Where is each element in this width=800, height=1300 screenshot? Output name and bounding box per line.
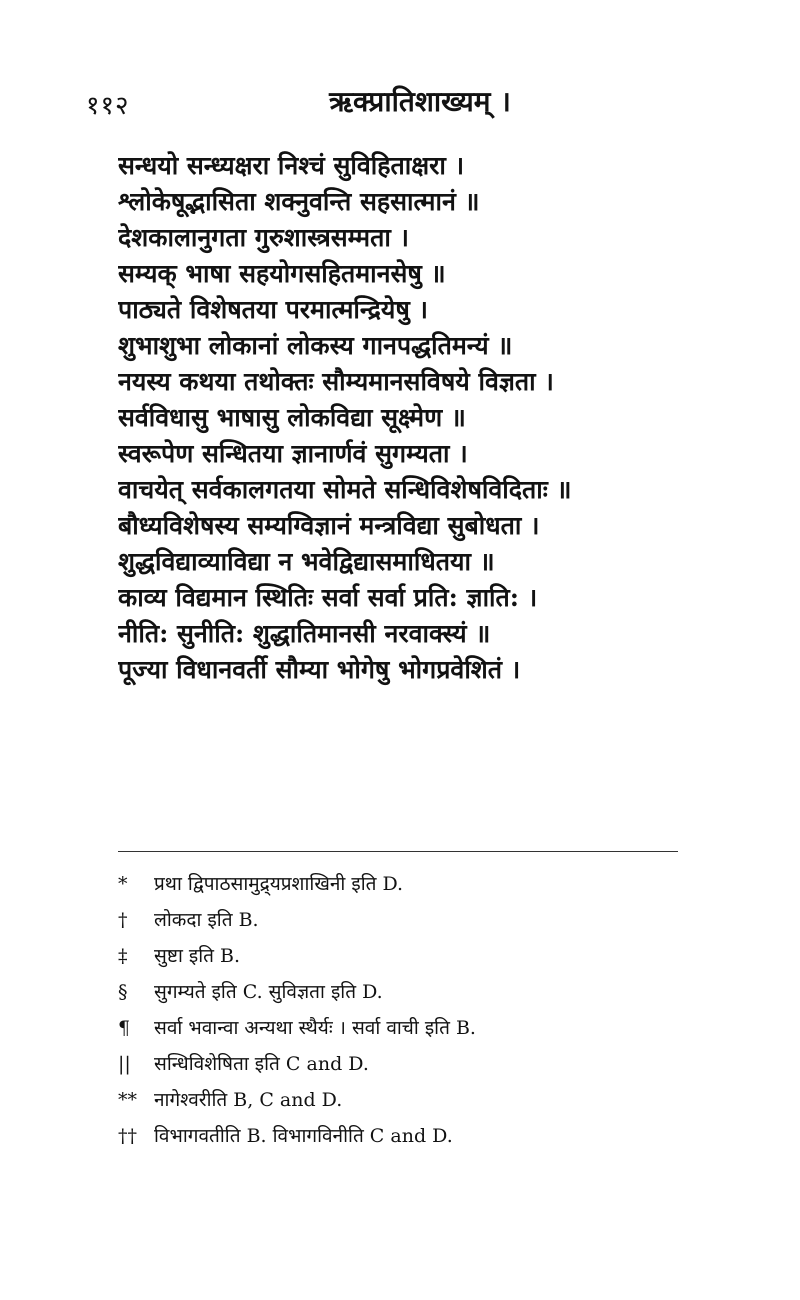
verse-line: देशकालानुगता गुरुशास्त्रसम्मता । (118, 223, 410, 252)
footnotes (118, 866, 678, 1154)
verse-line: शुद्धविद्याव्याविद्या न भवेद्विद्यासमाधितया ॥ (118, 547, 495, 576)
footnote-mark: ¶ (118, 1017, 131, 1039)
verse-line: बौध्यविशेषस्य सम्यग्विज्ञानं मन्त्रविद्या सुबोधता । (118, 511, 540, 540)
footnote (118, 1010, 678, 1046)
footnote (118, 1118, 678, 1154)
footnote-text: लोकदा इति B. (154, 909, 259, 931)
footnote-text: प्रथा द्विपाठसामुद्र्यप्रशाखिनी इति D. (154, 873, 404, 895)
footnote-mark: || (118, 1053, 131, 1075)
footnote-text: सुगम्यते इति C. सुविज्ञता इति D. (154, 981, 383, 1003)
verse-line: पाठ्यते विशेषतया परमात्मन्द्रियेषु । (118, 295, 429, 324)
footnote-text: विभागवतीति B. विभागविनीति C and D. (154, 1125, 453, 1147)
verse-line: काव्य विद्यमान स्थितिः सर्वा सर्वा प्रति: ज्ञाति: । (118, 583, 538, 612)
running-head: ऋक्प्रातिशाख्यम् । (329, 85, 511, 118)
footnote (118, 974, 678, 1010)
verse-block (118, 148, 678, 688)
verse-line: सन्धयो सन्ध्यक्षरा निश्चं सुविहिताक्षरा । (118, 151, 465, 180)
verse-line: पूज्या विधानवर्ती सौम्या भोगेषु भोगप्रवेशितं । (118, 655, 521, 684)
footnote (118, 866, 678, 902)
footnote-text: सर्वा भवान्वा अन्यथा स्थैर्यः । सर्वा वाची इति B. (154, 1017, 476, 1039)
footnote (118, 1046, 678, 1082)
footnote-mark: ‡ (118, 945, 128, 967)
footnote-text: सन्धिविशेषिता इति C and D. (154, 1053, 369, 1075)
footnote-mark: * (118, 873, 128, 895)
footnote-text: नागेश्वरीति B, C and D. (154, 1089, 343, 1111)
page-number: ११२ (86, 91, 130, 121)
verse-line: शुभाशुभा लोकानां लोकस्य गानपद्धतिमन्यं ॥ (118, 331, 513, 360)
footnote-mark: § (118, 981, 128, 1003)
verse-line: स्वरूपेण सन्धितया ज्ञानार्णवं सुगम्यता । (118, 439, 468, 468)
footnote-mark: † (118, 909, 128, 931)
footnote (118, 1082, 678, 1118)
verse-line: नीति: सुनीति: शुद्धातिमानसी नरवाक्स्यं ॥ (118, 619, 491, 648)
footnote-mark: ** (118, 1089, 137, 1111)
verse-line: सम्यक् भाषा सहयोगसहितमानसेषु ॥ (118, 259, 446, 288)
verse-line: श्लोकेषूद्भासिता शक्नुवन्ति सहसात्मानं ॥ (118, 187, 480, 216)
verse-line: नयस्य कथया तथोक्तः सौम्यमानसविषये विज्ञता । (118, 367, 554, 396)
verse-line: सर्वविधासु भाषासु लोकविद्या सूक्ष्मेण ॥ (118, 403, 466, 432)
verse-line: वाचयेत् सर्वकालगतया सोमते सन्धिविशेषविदिताः ॥ (118, 475, 572, 504)
footnote-mark: †† (118, 1125, 137, 1147)
footnote-text: सुष्टा इति B. (154, 945, 241, 967)
footnote-divider (118, 851, 678, 852)
footnote (118, 902, 678, 938)
footnote (118, 938, 678, 974)
